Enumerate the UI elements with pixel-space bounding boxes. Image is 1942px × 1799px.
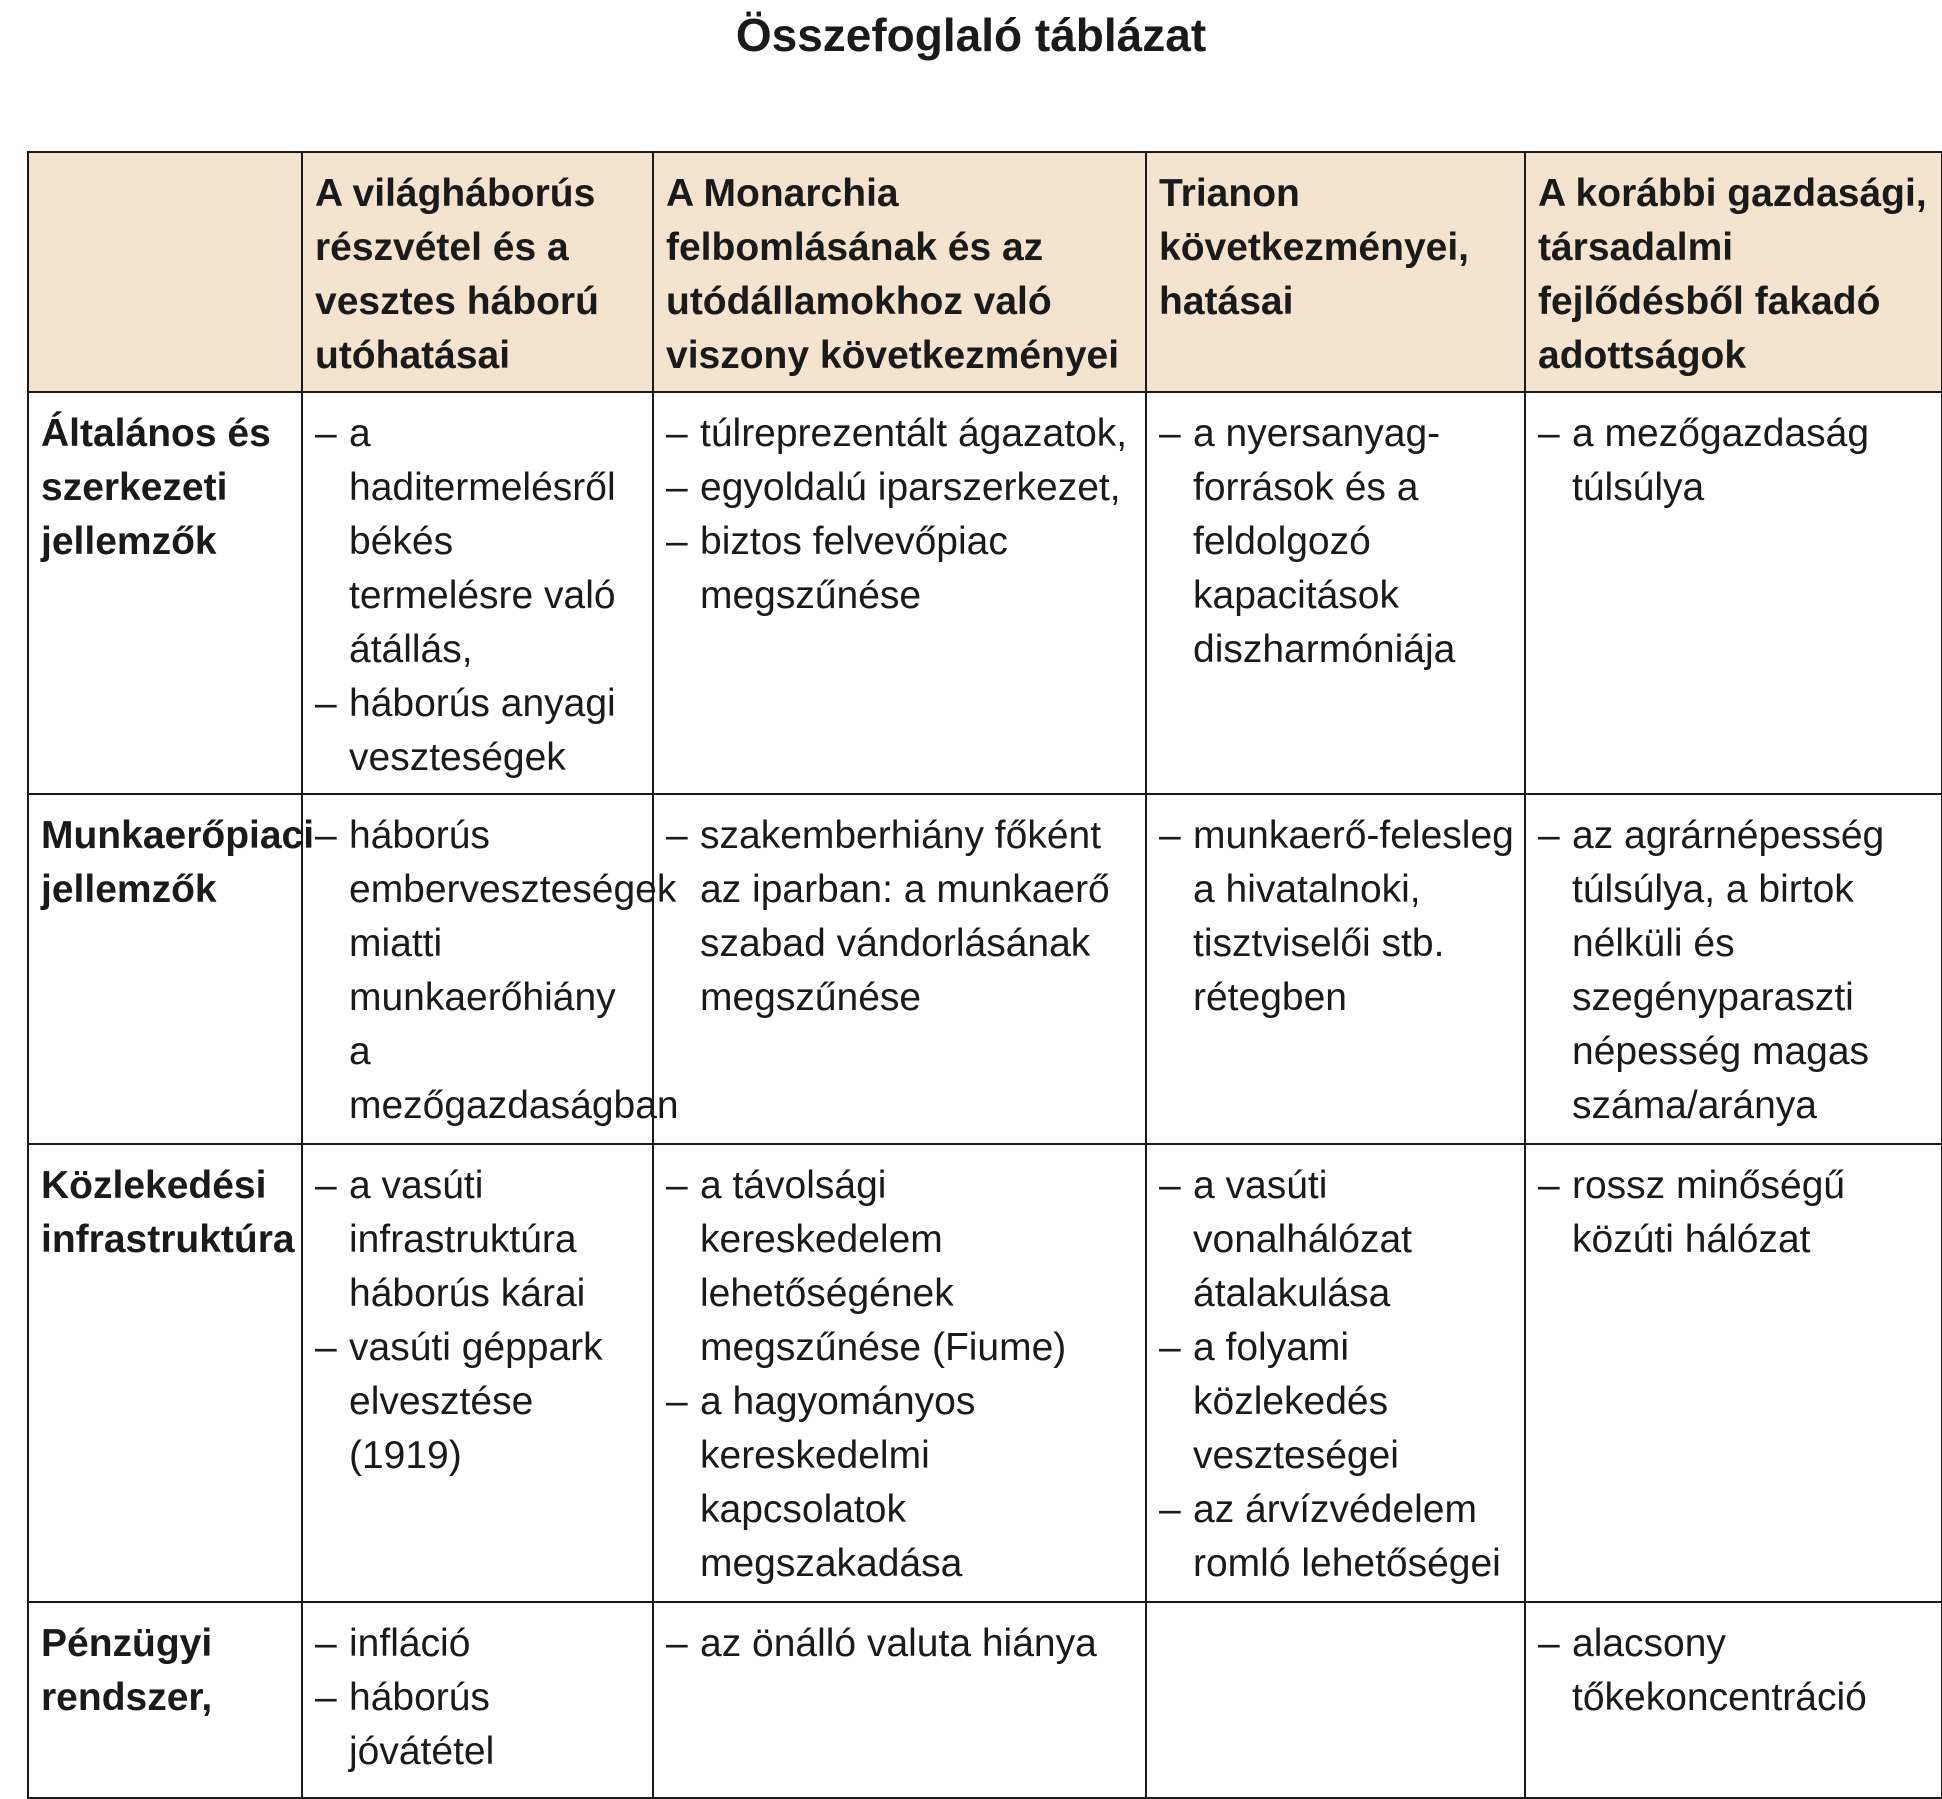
list-item: – szakemberhiány főként az iparban: a munkaerő szabad vándorlásának megszűnése — [666, 809, 1135, 1025]
row-label: Általános és szerkezeti jellemzők — [28, 392, 302, 794]
table-cell — [302, 794, 679, 1144]
list-item: – a folyami közlekedés veszteségei — [1159, 1321, 1514, 1483]
table-header-row — [28, 152, 1942, 392]
bullet-list — [1538, 809, 1931, 1133]
row-label: Közlekedési infrastruktúra — [28, 1144, 302, 1602]
table-row — [28, 1144, 1942, 1602]
list-item: – alacsony tőkekoncentráció — [1538, 1617, 1931, 1725]
table-cell — [1146, 392, 1525, 794]
row-label: Munkaerőpiaci jellemzők — [28, 794, 302, 1144]
list-item: – az önálló valuta hiánya — [666, 1617, 1135, 1671]
table-cell — [1525, 1602, 1942, 1798]
table-row — [28, 392, 1942, 794]
list-item: – a mezőgazdaság túlsúlya — [1538, 407, 1931, 515]
table-cell — [653, 1144, 1146, 1602]
list-item: – vasúti géppark elvesztése (1919) — [315, 1321, 642, 1483]
list-item: – a hagyományos kereskedelmi kapcsolatok megszakadása — [666, 1375, 1135, 1591]
bullet-list — [315, 809, 679, 1133]
list-item: – rossz minőségű közúti hálózat — [1538, 1159, 1931, 1267]
table-cell — [653, 392, 1146, 794]
bullet-list — [1159, 809, 1514, 1025]
table-cell — [1525, 794, 1942, 1144]
list-item: – biztos felvevőpiac megszűnése — [666, 515, 1135, 623]
row-label: Pénzügyi rendszer, — [28, 1602, 302, 1798]
table-cell — [302, 392, 653, 794]
table-row — [28, 794, 1942, 1144]
bullet-list — [666, 1159, 1135, 1591]
list-item: – a távolsági kereskedelem lehetőségének megszűnése (Fiume) — [666, 1159, 1135, 1375]
header-corner-cell — [28, 152, 302, 392]
list-item: – a vasúti vonalhálózat átalakulása — [1159, 1159, 1514, 1321]
table-cell — [1146, 794, 1525, 1144]
table-row — [28, 1602, 1942, 1798]
header-col-monarchy-dissolution: A Monarchia felbomlásának és az utódállamokhoz való viszony következményei — [653, 152, 1146, 392]
bullet-list — [1538, 407, 1931, 515]
header-col-war-effects: A világháborús részvétel és a vesztes háború utóhatásai — [302, 152, 653, 392]
list-item: – túlreprezentált ágazatok, — [666, 407, 1135, 461]
list-item: – háborús anyagi veszteségek — [315, 677, 642, 785]
page-title: Összefoglaló táblázat — [735, 9, 1207, 61]
table-cell — [302, 1144, 653, 1602]
header-col-prior-development: A korábbi gazdasági, társadalmi fejlődésből fakadó adottságok — [1525, 152, 1942, 392]
list-item: – az árvízvédelem romló lehetőségei — [1159, 1483, 1514, 1591]
bullet-list — [1159, 1159, 1514, 1591]
table-cell — [653, 794, 1146, 1144]
list-item: – a vasúti infrastruktúra háborús kárai — [315, 1159, 642, 1321]
table-cell-empty — [1146, 1602, 1525, 1798]
list-item: – munkaerő-felesleg a hivatalnoki, tisztviselői stb. rétegben — [1159, 809, 1514, 1025]
list-item: – infláció — [315, 1617, 642, 1671]
bullet-list — [315, 1159, 642, 1483]
list-item: – az agrárnépesség túlsúlya, a birtok nélküli és szegényparaszti népesség magas száma/aránya — [1538, 809, 1931, 1133]
bullet-list — [1538, 1159, 1931, 1267]
header-col-trianon: Trianon következményei, hatásai — [1146, 152, 1525, 392]
list-item: – egyoldalú iparszerkezet, — [666, 461, 1135, 515]
table-cell — [653, 1602, 1146, 1798]
table-cell — [302, 1602, 653, 1798]
bullet-list — [315, 1617, 642, 1779]
bullet-list — [666, 407, 1135, 623]
table-cell — [1525, 1144, 1942, 1602]
list-item: – háborús emberveszteségek miatti munkaerőhiány a mezőgazdaságban — [315, 809, 642, 1133]
list-item: – a haditermelésről békés termelésre való átállás, — [315, 407, 642, 677]
bullet-list — [666, 809, 1135, 1025]
bullet-list — [1538, 1617, 1931, 1725]
list-item: – a nyersanyag-források és a feldolgozó kapacitások diszharmóniája — [1159, 407, 1514, 677]
bullet-list — [666, 1617, 1135, 1671]
table-cell — [1146, 1144, 1525, 1602]
bullet-list — [315, 407, 642, 785]
table-cell — [1525, 392, 1942, 794]
summary-table — [27, 151, 1942, 1799]
bullet-list — [1159, 407, 1514, 677]
list-item: – háborús jóvátétel — [315, 1671, 642, 1779]
